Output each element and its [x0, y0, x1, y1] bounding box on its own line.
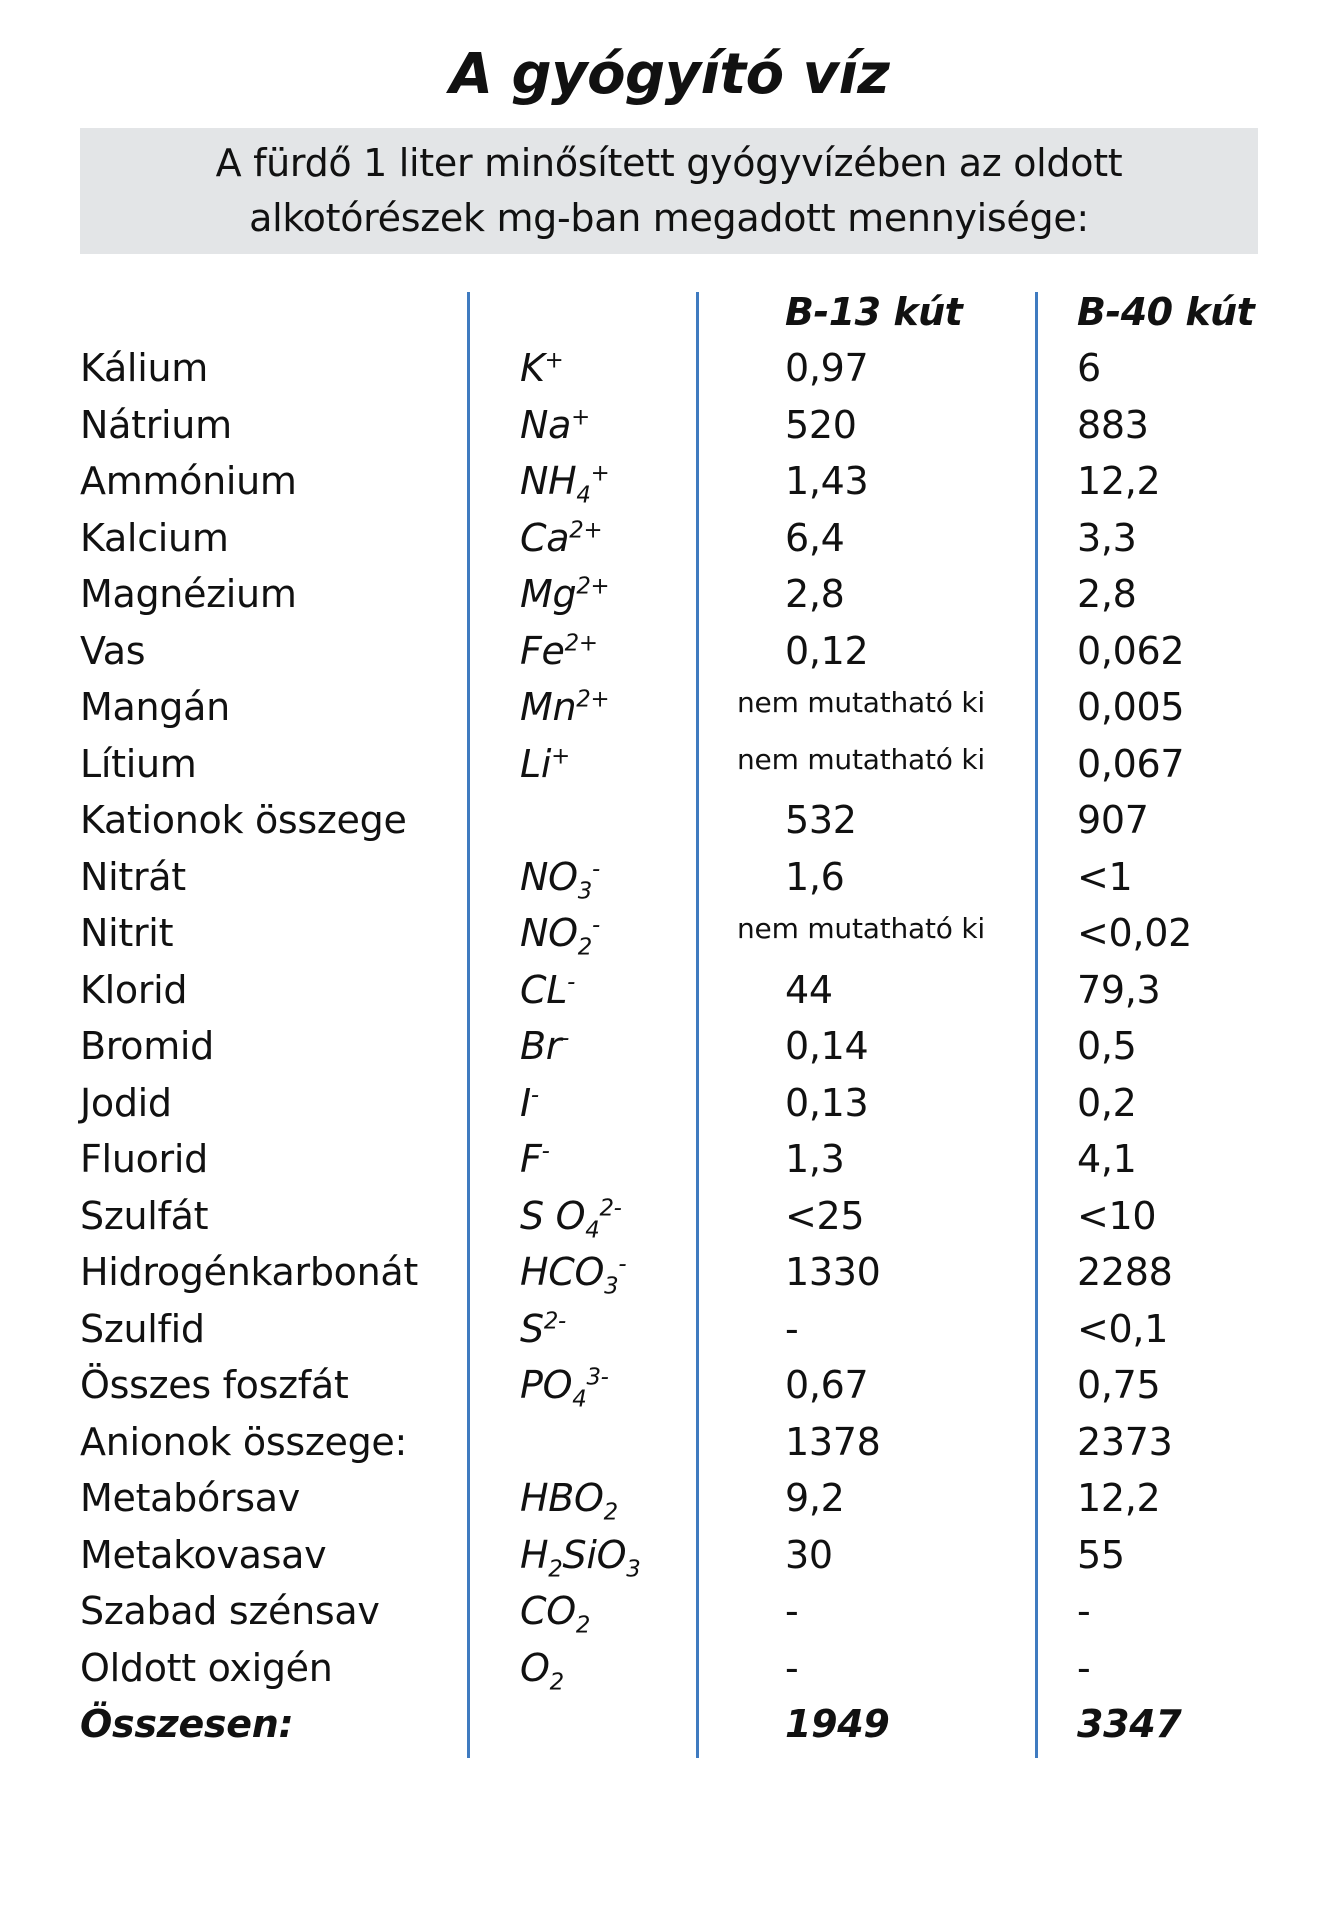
- formula-base: K: [520, 346, 545, 390]
- formula-base: Ca: [520, 515, 570, 560]
- table-row: [0, 849, 1339, 905]
- formula-base: O: [520, 1645, 550, 1690]
- value-b40: 6: [1077, 346, 1101, 390]
- chemical-formula: [520, 1018, 569, 1074]
- value-b40: 12,2: [1077, 459, 1161, 503]
- chemical-formula: [520, 1640, 564, 1696]
- chemical-formula: [520, 1301, 566, 1357]
- formula-base: CO: [520, 1589, 576, 1633]
- component-name: Nátrium: [80, 402, 232, 447]
- chemical-formula: [520, 1470, 618, 1526]
- value-b40: 12,2: [1077, 1476, 1161, 1520]
- value-b13: nem mutatható ki: [737, 686, 985, 719]
- formula-base: NH: [520, 459, 577, 503]
- component-name: Nitrát: [80, 854, 186, 899]
- formula-superscript: +: [571, 403, 590, 430]
- chemical-formula: [520, 453, 609, 509]
- formula-base: S: [520, 1306, 544, 1351]
- component-name: Kálium: [80, 346, 208, 390]
- formula-subscript: 2: [548, 1556, 563, 1583]
- table-row: [0, 792, 1339, 848]
- chemical-formula: [520, 340, 563, 396]
- chemical-formula: [520, 397, 590, 453]
- value-b13: 1330: [785, 1250, 881, 1294]
- chemical-formula: [520, 1583, 590, 1639]
- formula-subscript: 2: [575, 1612, 591, 1639]
- value-b40: 4,1: [1077, 1137, 1137, 1181]
- value-b40: 0,5: [1077, 1024, 1137, 1068]
- table-row: [0, 736, 1339, 792]
- value-b13: 30: [785, 1532, 833, 1577]
- value-b13: 0,67: [785, 1363, 869, 1407]
- value-b13: nem mutatható ki: [737, 912, 985, 945]
- chemical-formula: [520, 1188, 622, 1244]
- table-row: [0, 1244, 1339, 1300]
- component-name: Anionok összege:: [80, 1419, 407, 1464]
- component-name: Nitrit: [80, 911, 174, 955]
- formula-base: HBO: [520, 1476, 604, 1520]
- formula-superscript: 2+: [569, 516, 603, 543]
- formula-subscript: 2: [549, 1669, 564, 1696]
- component-name: Szabad szénsav: [80, 1589, 380, 1633]
- table-row: [0, 1131, 1339, 1187]
- chemical-formula: [520, 510, 602, 566]
- formula-subscript: 4: [572, 1386, 587, 1413]
- formula-base: Br: [520, 1024, 562, 1068]
- formula-base: CL: [520, 967, 568, 1012]
- component-name: Lítium: [80, 741, 197, 786]
- value-b40: 3347: [1077, 1702, 1182, 1746]
- formula-superscript: -: [561, 1025, 570, 1052]
- chemical-formula: [520, 1075, 539, 1131]
- formula-subscript: 4: [585, 1217, 600, 1244]
- value-b13: 44: [785, 967, 833, 1012]
- formula-superscript: -: [591, 855, 600, 882]
- table-row: [0, 1583, 1339, 1639]
- value-b40: 0,062: [1077, 628, 1185, 673]
- formula-base: F: [520, 1137, 542, 1181]
- formula-subscript: 2: [603, 1499, 618, 1526]
- value-b13: <25: [785, 1193, 865, 1238]
- component-name: Jodid: [80, 1080, 172, 1125]
- value-b13: 1,43: [785, 459, 869, 503]
- table-row: [0, 1357, 1339, 1413]
- component-name: Szulfát: [80, 1193, 209, 1238]
- table-row: [0, 340, 1339, 396]
- component-name: Metakovasav: [80, 1532, 327, 1577]
- component-name: Oldott oxigén: [80, 1645, 333, 1690]
- formula-superscript: -: [530, 1081, 539, 1108]
- table-row: [0, 453, 1339, 509]
- table-row: [0, 962, 1339, 1018]
- formula-base: Mg: [520, 572, 577, 616]
- formula-base: Mn: [520, 685, 577, 729]
- formula-base: Na: [520, 402, 572, 447]
- value-b40: <0,02: [1077, 911, 1192, 955]
- component-name: Bromid: [80, 1024, 215, 1068]
- table-row: [0, 1640, 1339, 1696]
- formula-subscript: 2: [577, 934, 592, 961]
- component-name: Hidrogénkarbonát: [80, 1250, 418, 1294]
- value-b40: 0,2: [1077, 1080, 1137, 1125]
- table-row: [0, 1301, 1339, 1357]
- table-row: [0, 623, 1339, 679]
- value-b13: 0,14: [785, 1024, 869, 1068]
- table-row: [0, 566, 1339, 622]
- subtitle-line-1: A fürdő 1 liter minősített gyógyvízében az oldott: [215, 141, 1123, 185]
- component-name: Összesen:: [80, 1702, 294, 1746]
- value-b40: 0,005: [1077, 685, 1185, 729]
- formula-superscript: 2-: [543, 1307, 566, 1334]
- formula-base: I: [520, 1080, 531, 1125]
- value-b40: <1: [1077, 854, 1133, 899]
- component-name: Ammónium: [80, 459, 297, 503]
- formula-subscript: 3: [604, 1273, 619, 1300]
- formula-subscript: 3: [626, 1556, 641, 1583]
- value-b40: 55: [1077, 1532, 1125, 1577]
- table-row: [0, 1075, 1339, 1131]
- formula-base: Li: [520, 741, 552, 786]
- formula-base: Fe: [520, 628, 565, 673]
- formula-superscript: 2-: [599, 1194, 622, 1221]
- formula-superscript: -: [541, 1138, 550, 1165]
- value-b40: -: [1077, 1645, 1091, 1690]
- formula-base: HCO: [520, 1250, 605, 1294]
- chemical-formula: [520, 736, 570, 792]
- chemical-formula: [520, 905, 600, 961]
- component-name: Szulfid: [80, 1306, 205, 1351]
- formula-superscript: 2+: [576, 573, 610, 600]
- formula-base: SiO: [562, 1532, 627, 1577]
- chemical-formula: [520, 1527, 640, 1583]
- table-row: [0, 1696, 1339, 1752]
- table-row: [0, 510, 1339, 566]
- value-b13: -: [785, 1306, 799, 1351]
- value-b40: <10: [1077, 1193, 1157, 1238]
- column-header-b13: B-13 kút: [785, 290, 963, 334]
- value-b40: -: [1077, 1589, 1091, 1633]
- table-row: [0, 397, 1339, 453]
- component-name: Mangán: [80, 685, 230, 729]
- chemical-formula: [520, 849, 600, 905]
- value-b13: 0,13: [785, 1080, 869, 1125]
- formula-superscript: -: [591, 912, 600, 939]
- table-row: [0, 905, 1339, 961]
- formula-subscript: 3: [577, 878, 592, 905]
- subtitle-box: [80, 128, 1258, 254]
- component-name: Kationok összege: [80, 798, 407, 842]
- value-b40: 2,8: [1077, 572, 1137, 616]
- formula-superscript: 3-: [586, 1364, 609, 1391]
- value-b40: 79,3: [1077, 967, 1161, 1012]
- table-row: [0, 679, 1339, 735]
- table-row: [0, 1188, 1339, 1244]
- subtitle-line-2: alkotórészek mg-ban megadott mennyisége:: [249, 196, 1089, 240]
- value-b13: -: [785, 1589, 799, 1633]
- value-b13: 1949: [785, 1702, 890, 1746]
- chemical-formula: [520, 566, 609, 622]
- value-b40: 0,75: [1077, 1363, 1161, 1407]
- value-b13: 6,4: [785, 515, 845, 560]
- formula-superscript: -: [618, 1251, 627, 1278]
- value-b40: 883: [1077, 402, 1149, 447]
- value-b40: 2373: [1077, 1419, 1173, 1464]
- chemical-formula: [520, 962, 575, 1018]
- component-name: Magnézium: [80, 572, 297, 616]
- component-name: Fluorid: [80, 1137, 208, 1181]
- value-b13: nem mutatható ki: [737, 742, 985, 776]
- component-name: Kalcium: [80, 515, 229, 560]
- formula-superscript: 2+: [564, 629, 598, 656]
- value-b13: 532: [785, 798, 857, 842]
- chemical-formula: [520, 679, 609, 735]
- formula-base: H: [520, 1532, 549, 1577]
- formula-subscript: 4: [576, 482, 591, 509]
- formula-superscript: 2+: [576, 686, 610, 713]
- value-b13: 9,2: [785, 1476, 845, 1520]
- column-header-b40: B-40 kút: [1077, 290, 1255, 334]
- table-row: [0, 1018, 1339, 1074]
- table-row: [0, 1470, 1339, 1526]
- chemical-formula: [520, 1357, 609, 1413]
- value-b40: <0,1: [1077, 1306, 1169, 1351]
- component-name: Metabórsav: [80, 1476, 300, 1520]
- value-b13: 1,3: [785, 1137, 845, 1181]
- component-name: Összes foszfát: [80, 1363, 349, 1407]
- value-b13: 0,12: [785, 628, 869, 673]
- value-b40: 907: [1077, 798, 1149, 842]
- component-name: Klorid: [80, 967, 188, 1012]
- formula-superscript: +: [590, 460, 610, 487]
- formula-base: NO: [520, 911, 578, 955]
- table-row: [0, 1527, 1339, 1583]
- value-b40: 0,067: [1077, 741, 1185, 786]
- value-b40: 2288: [1077, 1250, 1173, 1294]
- value-b13: 0,97: [785, 346, 869, 390]
- chemical-formula: [520, 1131, 550, 1187]
- formula-superscript: -: [567, 968, 576, 995]
- value-b13: 1378: [785, 1419, 881, 1464]
- value-b13: 520: [785, 402, 857, 447]
- formula-superscript: +: [551, 742, 570, 769]
- value-b40: 3,3: [1077, 515, 1137, 560]
- formula-base: PO: [520, 1363, 573, 1407]
- chemical-formula: [520, 623, 598, 679]
- component-name: Vas: [80, 628, 146, 673]
- value-b13: 2,8: [785, 572, 845, 616]
- formula-base: S O: [520, 1193, 586, 1238]
- value-b13: -: [785, 1645, 799, 1690]
- formula-superscript: +: [544, 347, 564, 374]
- formula-base: NO: [520, 854, 578, 899]
- chemical-formula: [520, 1244, 626, 1300]
- page-title: A gyógyító víz: [449, 42, 890, 107]
- value-b13: 1,6: [785, 854, 845, 899]
- table-row: [0, 1414, 1339, 1470]
